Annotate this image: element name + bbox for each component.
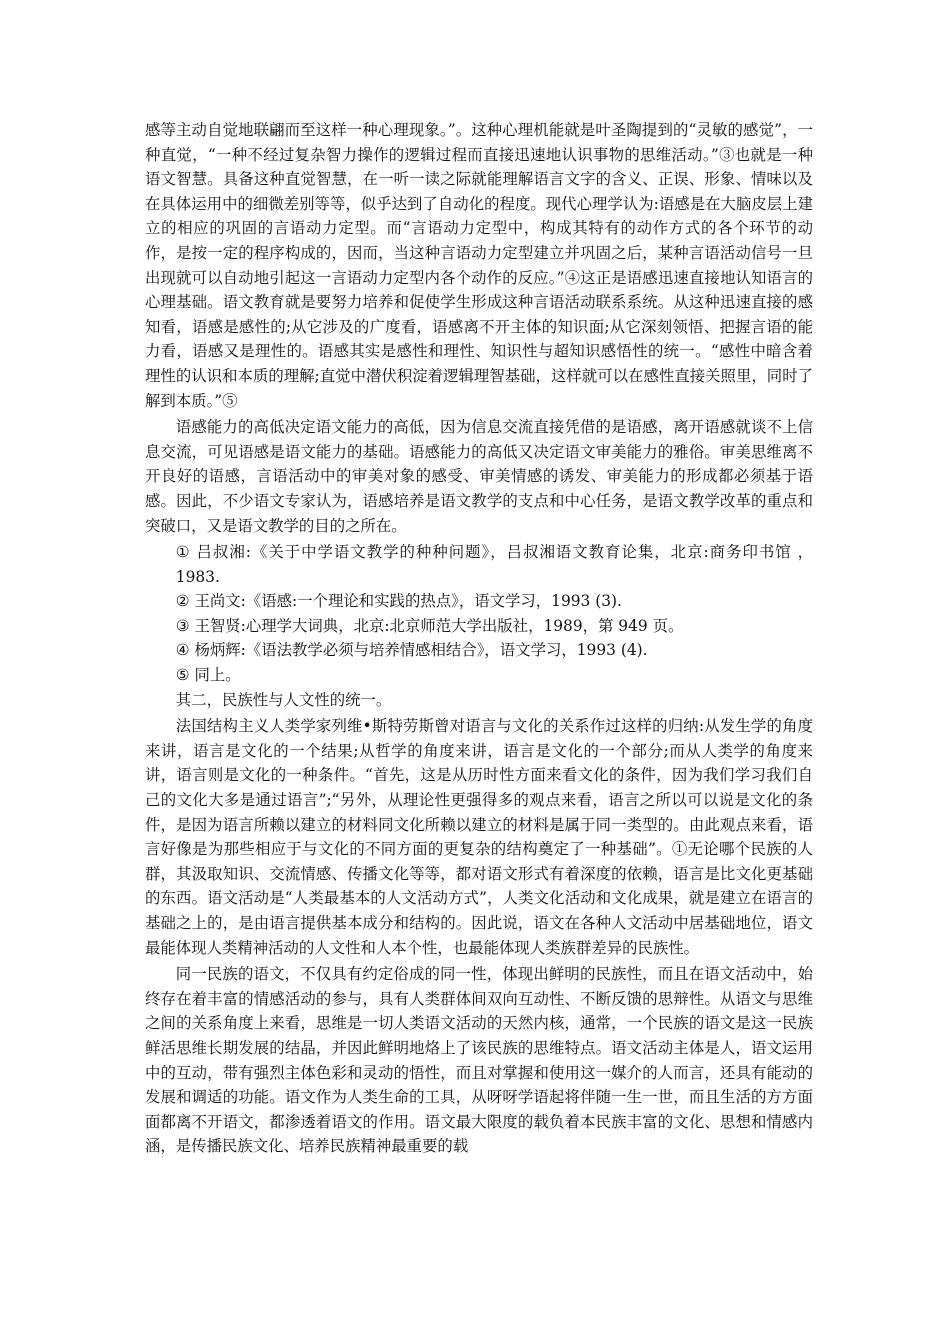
footnote-text: 王尚文:《语感:一个理论和实践的热点》，语文学习，1993 (3). (189, 592, 622, 611)
document-page (145, 118, 813, 1161)
footnote-5 (145, 663, 813, 688)
footnote-mark: ② (175, 592, 190, 611)
footnote-4 (145, 638, 813, 663)
footnote-text: 同上。 (189, 666, 241, 685)
paragraph-3: 法国结构主义人类学家列维•斯特劳斯曾对语言与文化的关系作过这样的归纳:从发生学的角度来讲，语言是文化的一个结果;从哲学的角度来讲，语言是文化的一个部分;而从人类学的角度来讲，语言则是文化的一种条件。“首先，这是从历时性方面来看文化的条件，因为我们学习我们自己的文化大多是通过语言”;“另外，从理论性更强得多的观点来看，语言之所以可以说是文化的条件，是因为语言所赖以建立的材料同文化所赖以建立的材料是属于同一类型的。由此观点来看，语言好像是为那些相应于与文化的不同方面的更复杂的结构奠定了一种基础”。①无论哪个民族的人群，其汲取知识、交流情感、传播文化等等，都对语文形式有着深度的依赖，语言是比文化更基础的东西。语文活动是“人类最基本的人文活动方式”，人类文化活动和文化成果，就是建立在语言的基础之上的，是由语言提供基本成分和结构的。因此说，语文在各种人文活动中居基础地位，语文最能体现人类精神活动的人文性和人本个性，也最能体现人类族群差异的民族性。 (145, 717, 813, 957)
footnote-mark: ⑤ (175, 666, 190, 685)
footnote-text: 吕叔湘:《关于中学语文教学的种种问题》，吕叔湘语文教育论集，北京:商务印书馆 ，1983. (175, 543, 813, 586)
footnote-1 (145, 540, 813, 589)
section-heading: 其二，民族性与人文性的统一。 (175, 690, 392, 709)
footnotes (145, 540, 813, 688)
paragraph-2: 语感能力的高低决定语文能力的高低，因为信息交流直接凭借的是语感，离开语感就谈不上信息交流，可见语感是语文能力的基础。语感能力的高低又决定语文审美能力的雅俗。审美思维离不开良好的语感，言语活动中的审美对象的感受、审美情感的诱发、审美能力的形成都必须基于语感。因此，不少语文专家认为，语感培养是语文教学的支点和中心任务，是语文教学改革的重点和突破口，又是语文教学的目的之所在。 (145, 418, 813, 535)
footnote-3 (145, 614, 813, 639)
footnote-text: 王智贤:心理学大词典，北京:北京师范大学出版社，1989，第 949 页。 (189, 616, 684, 635)
footnote-text: 杨炳辉:《语法教学必须与培养情感相结合》，语文学习，1993 (4). (189, 641, 648, 660)
paragraph-1: 感等主动自觉地联翩而至这样一种心理现象。”。这种心理机能就是叶圣陶提到的“灵敏的感觉”，一种直觉，“一种不经过复杂智力操作的逻辑过程而直接迅速地认识事物的思维活动。”③也就是一种语文智慧。具备这种直觉智慧，在一听一读之际就能理解语言文字的含义、正误、形象、情味以及在具体运用中的细微差别等等，似乎达到了自动化的程度。现代心理学认为:语感是在大脑皮层上建立的相应的巩固的言语动力定型。而“言语动力定型中，构成其特有的动作方式的各个环节的动作，是按一定的程序构成的，因而，当这种言语动力定型建立并巩固之后，某种言语活动信号一旦出现就可以自动地引起这一言语动力定型内各个动作的反应。”④这正是语感迅速直接地认知语言的心理基础。语文教育就是要努力培养和促使学生形成这种言语活动联系系统。从这种迅速直接的感知看，语感是感性的;从它涉及的广度看，语感离不开主体的知识面;从它深刻领悟、把握言语的能力看，语感又是理性的。语感其实是感性和理性、知识性与超知识感悟性的统一。“感性中暗含着理性的认识和本质的理解;直觉中潜伏积淀着逻辑理智基础，这样就可以在感性直接关照里，同时了解到本质。”⑤ (145, 121, 813, 410)
footnote-2 (145, 589, 813, 614)
footnote-mark: ④ (175, 641, 190, 660)
footnote-mark: ① (175, 543, 191, 562)
footnote-mark: ③ (175, 616, 190, 635)
paragraph-4: 同一民族的语文，不仅具有约定俗成的同一性，体现出鲜明的民族性，而且在语文活动中，始终存在着丰富的情感活动的参与，具有人类群体间双向互动性、不断反馈的思辩性。从语文与思维之间的关系角度上来看，思维是一切人类语文活动的天然内核，通常，一个民族的语文是这一民族鲜活思维长期发展的结晶，并因此鲜明地烙上了该民族的思维特点。语文活动主体是人，语文运用中的互动，带有强烈主体色彩和灵动的悟性，而且对掌握和使用这一媒介的人而言，还具有能动的发展和调适的功能。语文作为人类生命的工具，从呀呀学语起将伴随一生一世，而且生活的方方面面都离不开语文，都渗透着语文的作用。语文最大限度的载负着本民族丰富的文化、思想和情感内涵，是传播民族文化、培养民族精神最重要的载 (145, 965, 813, 1156)
